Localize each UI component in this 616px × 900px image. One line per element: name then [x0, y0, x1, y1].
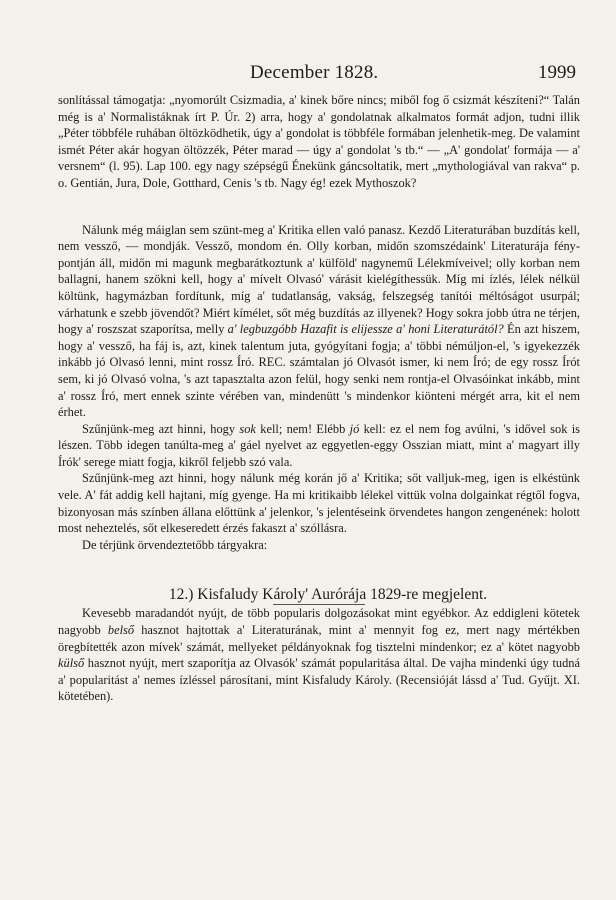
section-heading: 12.) Kisfaludy Károly' Aurórája 1829-re megjelent.	[168, 586, 488, 604]
page-number: 1999	[538, 62, 576, 83]
paragraph-criticism: Nálunk még máiglan sem szünt-meg a' Kritika ellen való panasz. Kezdő Literaturában buzdítás kell, nem vessző, — mondják. Vessző, mondom én. Olly korban, midőn szomszédaink' Literaturája fény-pontján áll, midőn mi magunk megbarátkoztunk a' külföld' nagynemű Lélekmíveivel; olly korban nem ballagni, hanem szökni kell, hogy a' mívelt Olvasó' várásit kielégíthessük. Míg mi ízlés, lélek nélkül költünk, hagymázban fordítunk, míg a' tudatlanság, vakság, felszegség tanítói méltóságot usurpál; várhatunk e szebb jövendőt? Miért kímélet, sőt még buzdítás az illyenek? Hogy sokra jobb útra ne térjen, hogy a' roszszat szaporítsa, melly a' legbuzgóbb Hazafit is elijessze a' honi Literaturától? Én azt hiszem, hogy a' vessző, ha fáj is, azt, kinek talentum juta, gyógyítani fogja; a' többi némúljon-el, 's igyekezzék inkább jó Olvasó lenni, mint rossz Író. REC. számtalan jó Olvasót ismer, ki nem Író; de egy rossz Írót sem, ki jó Olvasó volna, 's azt tapasztalta azon felül, hogy senki nem rontja-el Olvasóinkat inkább, mint a' rossz Író, mert ennek szinte vérében van, mindenütt 's mindenkor kiönteni mérgét arra, kit el nem érhet.	[58, 222, 580, 420]
page-body	[58, 92, 580, 705]
paragraph-continued: sonlítással támogatja: „nyomorúlt Csizmadia, a' kinek bőre nincs; miből fog ő csizmát készíteni?“ Talán még is a' Normalistáknak írt P. Úr. 2) arra, hogy a' gondolatnak alkalmatos formát adjon, tudni illik „Péter többféle ruhában öltözködhetik, úgy a' gondolat is többféle formában jelenhetik-meg. De valamint ismét Péter akár hogyan öltözzék, Péter marad — úgy a' gondolat 's tb.“ — „A' gondolat' formája — a' versnem“ (l. 95). Lap 100. egy nagy szépségű Énekünk gáncsoltatik, mert „mythologiával van rakva“ p. o. Gentián, Jura, Dole, Gotthard, Cenis 's tb. Nagy ég! ezek Mythoszok?	[58, 93, 580, 190]
paragraph-aurora-review: Kevesebb maradandót nyújt, de több popularis dolgozásokat mint egyébkor. Az eddigleni kötetek nagyobb belső hasznot hajtottak a' Literaturának, mint a' mennyit fog ez, mert nagy mértékben öregbítették azon mívek' számát, mellyeket példányoknak fog tisztelni mindenkor; ez a' kötet nagyobb külső hasznot nyújt, mert szaporítja az Olvasók' számát popularitása által. De vajha mindenki úgy tudná a' popularitást a' nemes ízléssel párosítani, mint Kisfaludy Károly. (Recensióját lássd a' Tud. Gyűjt. XI. kötetében).	[58, 606, 580, 704]
paragraph-transition: De térjünk örvendeztetőbb tárgyakra:	[82, 537, 268, 552]
paragraph-quality: Szűnjünk-meg azt hinni, hogy sok kell; nem! Elébb jó kell: ez el nem fog avúlni, 's idővel sok is lészen. Több idegen tanúlta-meg a' gáel nyelvet az eggyetlen-eggy Osszian miatt, mint a' magyart illy Írók' serege miatt fogja, kikről feljebb szó vala.	[58, 421, 580, 469]
paragraph-late-criticism: Szűnjünk-meg azt hinni, hogy nálunk még korán jő a' Kritika; sőt valljuk-meg, igen is elkéstünk vele. A' fát addig kell hajtani, míg gyenge. Ha mi kritikaibb lélekel vittük volna dolgainkat régtől fogva, bizonyosan más színben állana előttünk a' jelenkor, 's jelentéseink örvendetes hangon zengenének: holott most neheztelés, sőt elkeseredett érzés fakaszt a' szóllásra.	[58, 471, 580, 536]
page-header	[0, 62, 616, 88]
running-title: December 1828.	[250, 62, 379, 83]
